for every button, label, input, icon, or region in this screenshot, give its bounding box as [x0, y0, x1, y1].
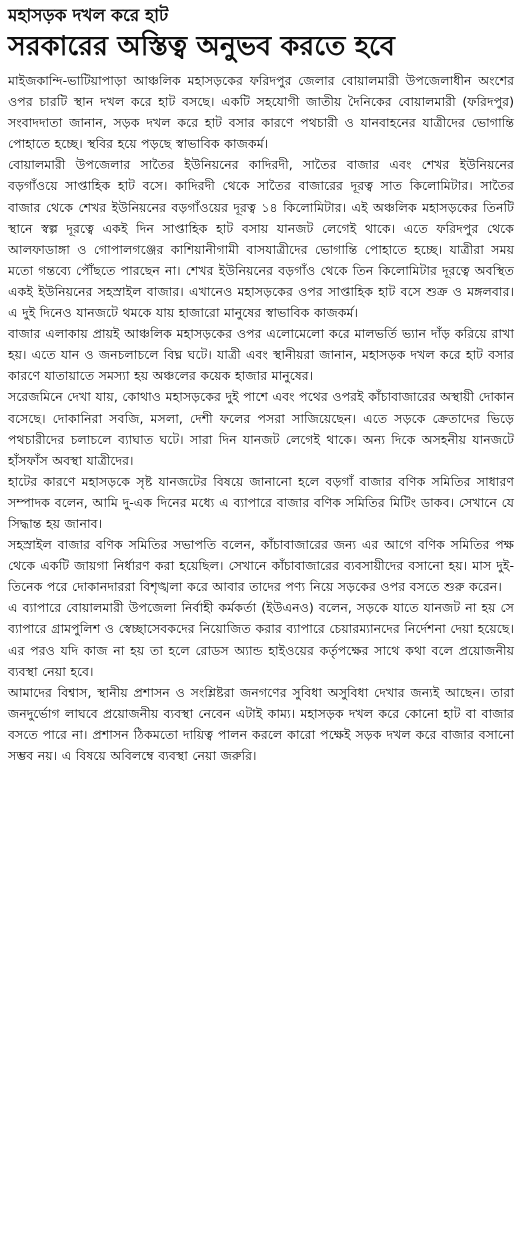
article-headline: সরকারের অস্তিত্ব অনুভব করতে হবে — [8, 31, 395, 62]
article-paragraph: সরেজমিনে দেখা যায়, কোথাও মহাসড়কের দুই পাশে এবং পথের ওপরই কাঁচাবাজারের অস্থায়ী দোকান বসেছে। দোকানিরা সবজি, মসলা, দেশী ফলের পসরা সাজিয়েছেন। এতে সড়কে ক্রেতাদের ভিড়ে পথচারীদের চলাচলে ব্যাঘাত ঘটে। সারা দিন যানজট লেগেই থাকে। অন্য দিকে অসহনীয় যানজটে হাঁসফাঁস অবস্থা যাত্রীদের। — [8, 389, 514, 468]
article-paragraph: এ ব্যাপারে বোয়ালমারী উপজেলা নির্বাহী কর্মকর্তা (ইউএনও) বলেন, সড়কে যাতে যানজট না হয় সে ব্যাপারে গ্রামপুলিশ ও স্বেচ্ছাসেবকদের নিয়োজিত করার ব্যাপারে চেয়ারম্যানদের নির্দেশনা দেয়া হয়েছে। এর পরও যদি কাজ না হয় তা হলে রোডস অ্যান্ড হাইওয়ের কর্তৃপক্ষের সাথে কথা বলে প্রয়োজনীয় ব্যবস্থা নেয়া হবে। — [8, 600, 514, 679]
editorial-article — [8, 4, 514, 766]
article-paragraph: মাইজকান্দি-ভাটিয়াপাড়া আঞ্চলিক মহাসড়কের ফরিদপুর জেলার বোয়ালমারী উপজেলাধীন অংশের ওপর চারটি স্থান দখল করে হাট বসছে। একটি সহযোগী জাতীয় দৈনিকের বোয়ালমারী (ফরিদপুর) সংবাদদাতা জানান, সড়ক দখল করে হাট বসার কারণে পথচারী ও যানবাহনের যাত্রীদের ভোগান্তি পোহাতে হচ্ছে। স্থবির হয়ে পড়ছে স্বাভাবিক কাজকর্ম। — [8, 73, 514, 152]
article-kicker: মহাসড়ক দখল করে হাট — [8, 6, 169, 26]
article-paragraph: বোয়ালমারী উপজেলার সাতৈর ইউনিয়নের কাদিরদী, সাতৈর বাজার এবং শেখর ইউনিয়নের বড়গাঁওয়ে সাপ্তাহিক হাট বসে। কাদিরদী থেকে সাতৈর বাজারের দূরত্ব সাত কিলোমিটার। সাতৈর বাজার থেকে শেখর ইউনিয়নের বড়গাঁওয়ের দূরত্ব ১৪ কিলোমিটার। এই অঞ্চলিক মহাসড়কের তিনটি স্থানে স্বল্প দূরত্বে একই দিন সাপ্তাহিক হাট বসায় যানজট লেগেই থাকে। এতে ফরিদপুর থেকে আলফাডাঙ্গা ও গোপালগঞ্জের কাশিয়ানীগামী বাসযাত্রীদের ভোগান্তি পোহাতে হচ্ছে। যাত্রীরা সময় মতো গন্তব্যে পৌঁছতে পারছেন না। শেখর ইউনিয়নের বড়গাঁও থেকে তিন কিলোমিটার দূরত্বে অবস্থিত একই ইউনিয়নের সহস্রাইল বাজার। এখানেও মহাসড়কের ওপর সাপ্তাহিক হাট বসে শুক্র ও মঙ্গলবার। এ দুই দিনেও যানজটে থমকে যায় হাজারো মানুষের স্বাভাবিক কাজকর্ম। — [8, 157, 514, 321]
article-body — [8, 70, 514, 766]
article-paragraph: সহস্রাইল বাজার বণিক সমিতির সভাপতি বলেন, কাঁচাবাজারের জন্য এর আগে বণিক সমিতির পক্ষ থেকে একটি জায়গা নির্ধারণ করা হয়েছিল। সেখানে কাঁচাবাজারের ব্যবসায়ীদের বসানো হয়। মাস দুই-তিনেক পরে দোকানদাররা বিশৃঙ্খলা করে আবার তাদের পণ্য নিয়ে সড়কের ওপর বসতে শুরু করেন। — [8, 537, 514, 595]
article-paragraph: আমাদের বিশ্বাস, স্থানীয় প্রশাসন ও সংশ্লিষ্টরা জনগণের সুবিধা অসুবিধা দেখার জন্যই আছেন। তারা জনদুর্ভোগ লাঘবে প্রয়োজনীয় ব্যবস্থা নেবেন এটাই কাম্য। মহাসড়ক দখল করে কোনো হাট বা বাজার বসতে পারে না। প্রশাসন ঠিকমতো দায়িত্ব পালন করলে কারো পক্ষেই সড়ক দখল করে বাজার বসানো সম্ভব নয়। এ বিষয়ে অবিলম্বে ব্যবস্থা নেয়া জরুরি। — [8, 684, 514, 763]
article-paragraph: বাজার এলাকায় প্রায়ই আঞ্চলিক মহাসড়কের ওপর এলোমেলো করে মালভর্তি ভ্যান দাঁড় করিয়ে রাখা হয়। এতে যান ও জনচলাচলে বিঘ্ন ঘটে। যাত্রী এবং স্থানীয়রা জানান, মহাসড়ক দখল করে হাট বসার কারণে যাতায়াতে সমস্যা হয় অঞ্চলের কয়েক হাজার মানুষের। — [8, 326, 514, 384]
article-paragraph: হাটের কারণে মহাসড়কে সৃষ্ট যানজটের বিষয়ে জানানো হলে বড়গাঁ বাজার বণিক সমিতির সাধারণ সম্পাদক বলেন, আমি দু-এক দিনের মধ্যে এ ব্যাপারে বাজার বণিক সমিতির মিটিং ডাকব। সেখানে যে সিদ্ধান্ত হয় জানাব। — [8, 473, 514, 531]
